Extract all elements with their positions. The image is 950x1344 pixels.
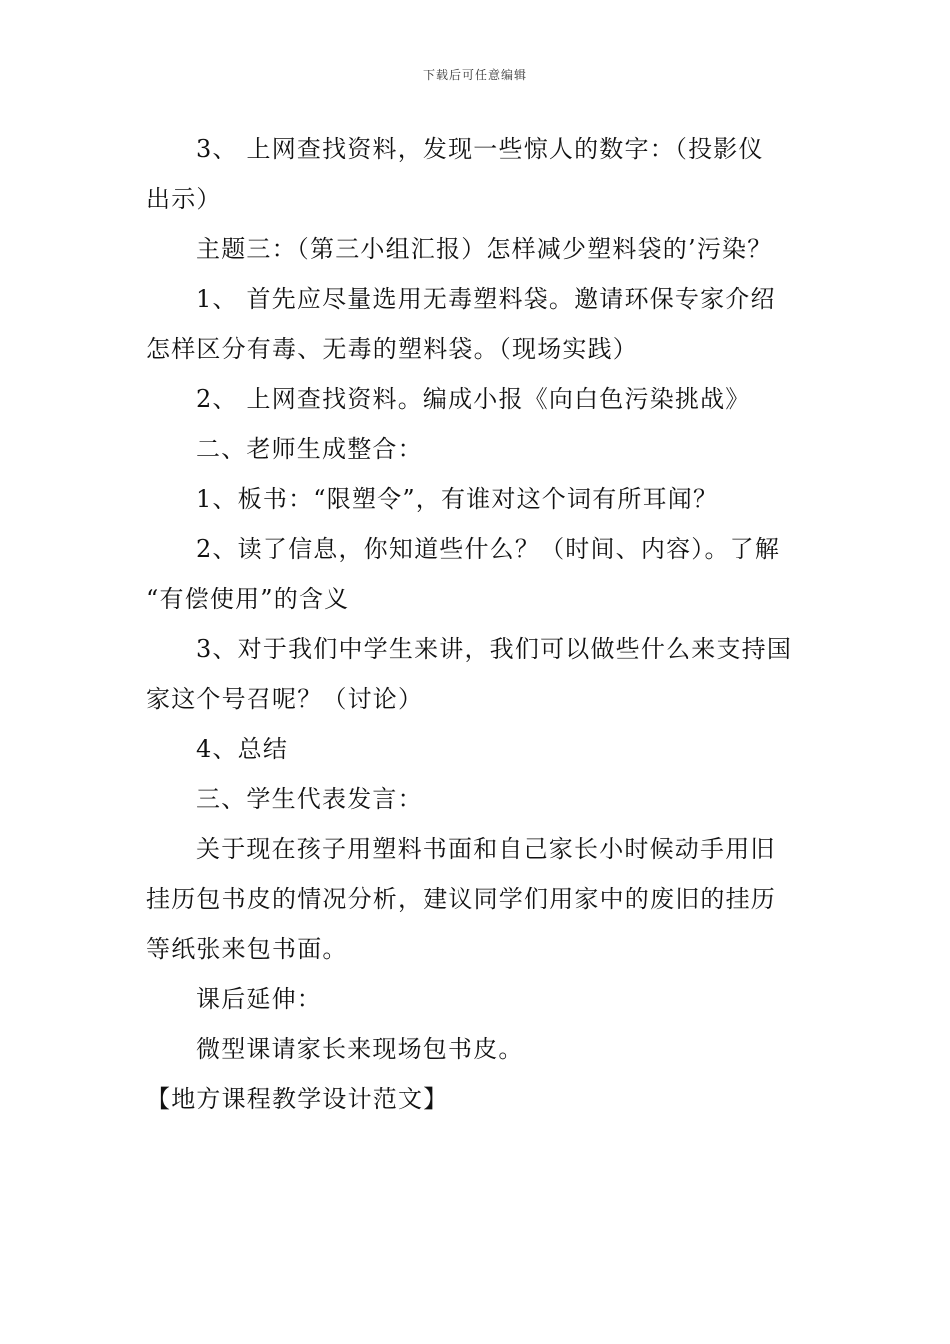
paragraph-line: 家这个号召呢？（讨论） [146, 685, 424, 713]
paragraph-line: 等纸张来包书面。 [146, 935, 348, 963]
paragraph-line: 出示） [146, 185, 222, 213]
paragraph-extension-heading: 课后延伸： [196, 985, 322, 1013]
paragraph-newspaper: 2、 上网查找资料。编成小报《向白色污染挑战》 [196, 385, 751, 413]
paragraph-line: 2、读了信息，你知道些什么？（时间、内容）。了解 [196, 535, 781, 563]
paragraph-summary: 4、总结 [196, 735, 289, 763]
paragraph-line: 1、 首先应尽量选用无毒塑料袋。邀请环保专家介绍 [196, 285, 776, 313]
paragraph-line: 怎样区分有毒、无毒的塑料袋。（现场实践） [146, 335, 638, 363]
section-title-local-curriculum: 【地方课程教学设计范文】 [146, 1085, 449, 1113]
paragraph-line: 关于现在孩子用塑料书面和自己家长小时候动手用旧 [196, 835, 776, 863]
paragraph-what-can-we-do [146, 624, 808, 724]
paragraph-line: “有偿使用”的含义 [146, 585, 350, 613]
paragraph-line: 3、对于我们中学生来讲，我们可以做些什么来支持国 [196, 635, 793, 663]
paragraph-online-research-numbers [146, 124, 808, 224]
section-heading-student-speech: 三、学生代表发言： [196, 785, 423, 813]
paragraph-blackboard: 1、板书：“限塑令”，有谁对这个词有所耳闻？ [196, 485, 719, 513]
paragraph-theme-three: 主题三：（第三小组汇报）怎样减少塑料袋的’污染？ [196, 235, 773, 263]
paragraph-non-toxic-bags [146, 274, 808, 374]
paragraph-line: 挂历包书皮的情况分析，建议同学们用家中的废旧的挂历 [146, 885, 776, 913]
paragraph-analysis [146, 824, 808, 974]
paragraph-micro-lesson: 微型课请家长来现场包书皮。 [196, 1035, 524, 1063]
document-body [146, 124, 808, 1124]
section-heading-teacher-integration: 二、老师生成整合： [196, 435, 423, 463]
header-note: 下载后可任意编辑 [422, 68, 527, 82]
paragraph-line: 3、 上网查找资料，发现一些惊人的数字：（投影仪 [196, 135, 764, 163]
paragraph-read-information [146, 524, 808, 624]
